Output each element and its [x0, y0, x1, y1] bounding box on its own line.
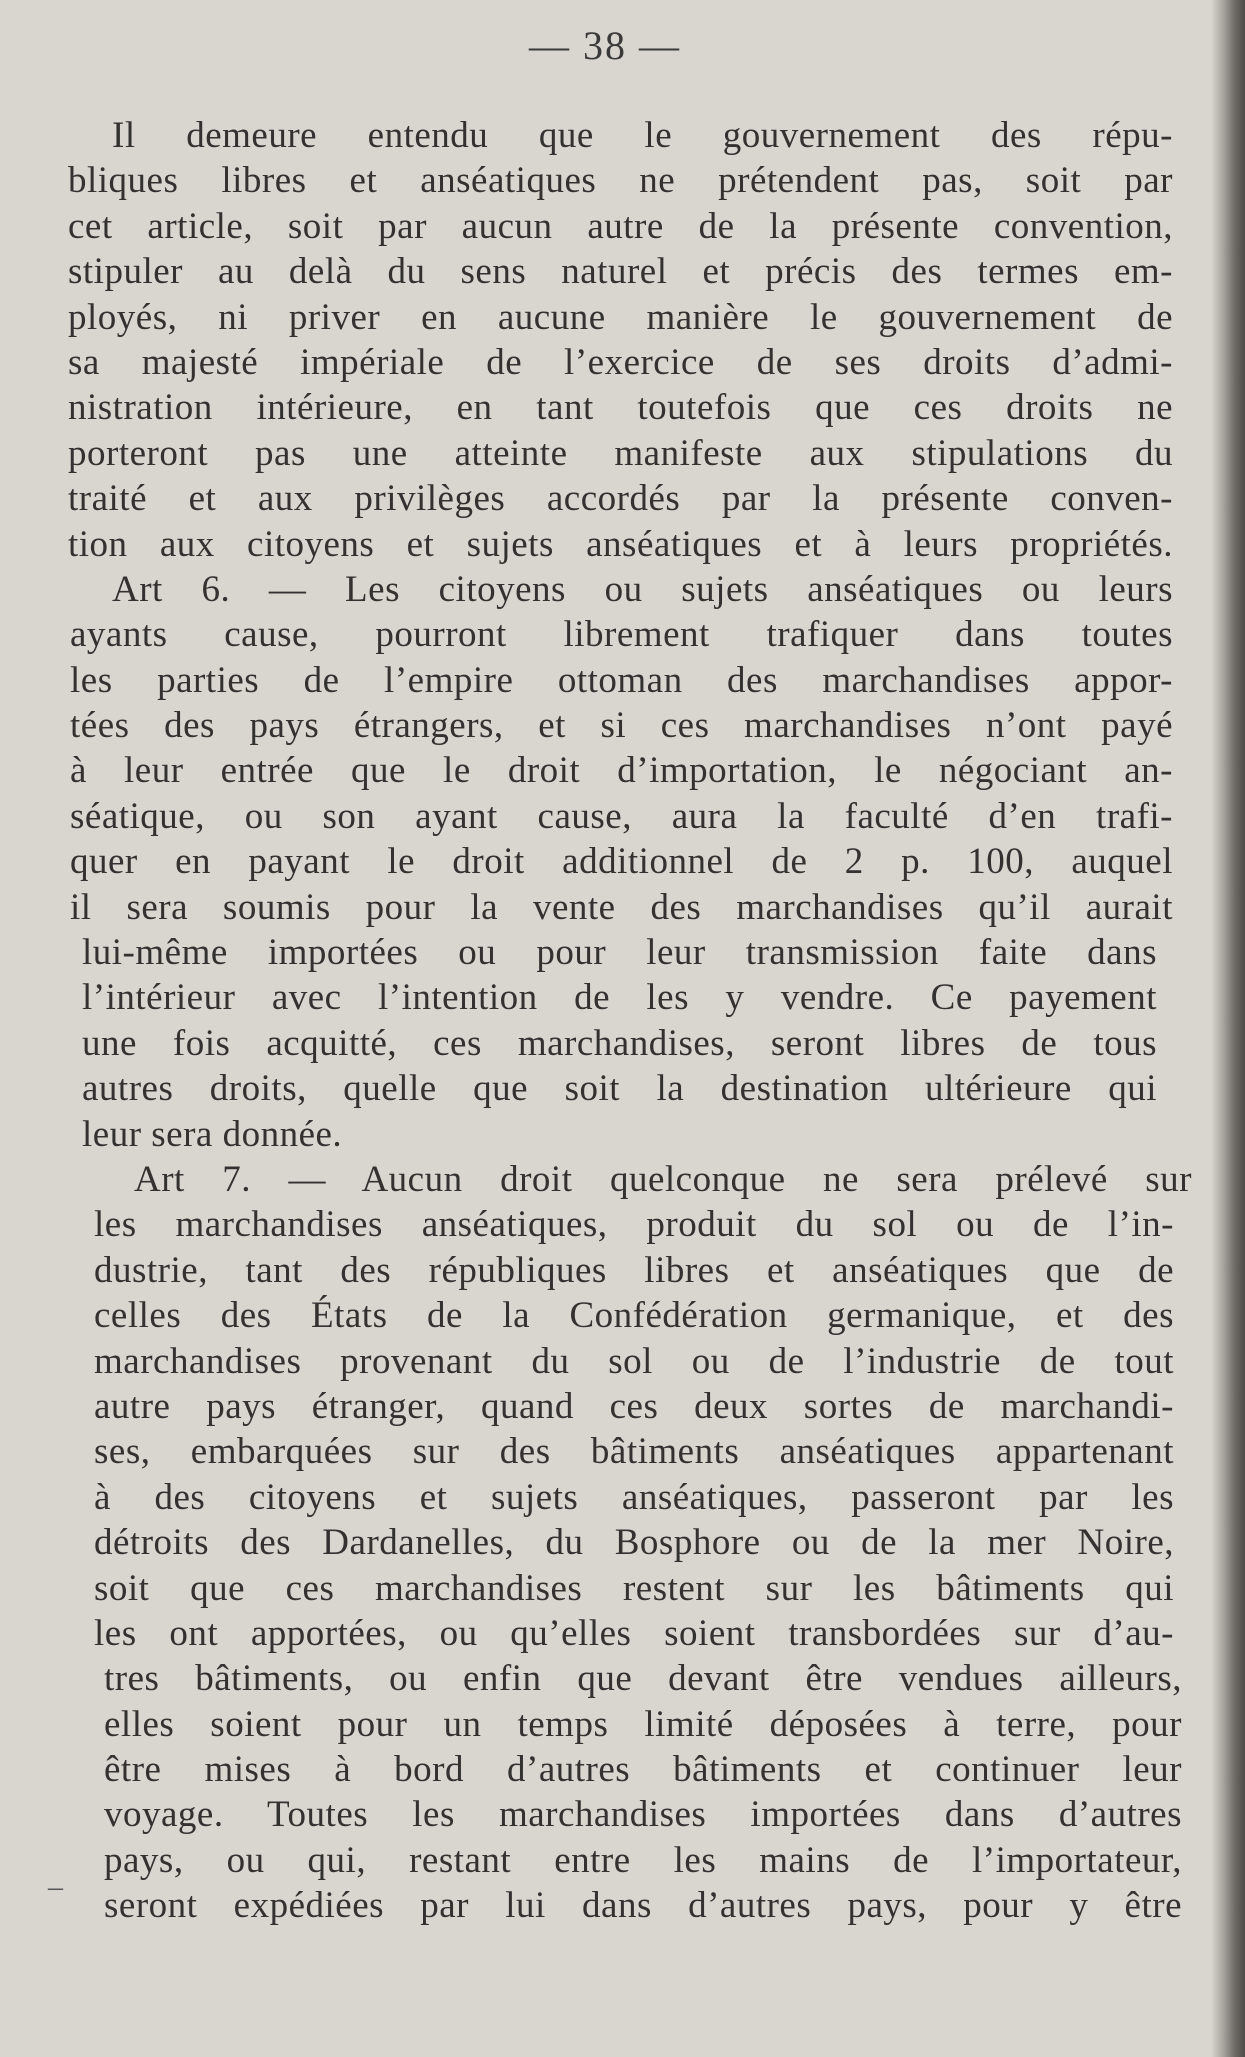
book-gutter-shadow [1211, 0, 1245, 2057]
text-line: bliques libres et anséatiques ne prétendent pas, soit par [68, 160, 1173, 202]
text-line: traité et aux privilèges accordés par la présente conven- [68, 478, 1173, 520]
text-line: porteront pas une atteinte manifeste aux stipulations du [68, 432, 1173, 474]
text-line: marchandises provenant du sol ou de l’industrie de tout [94, 1340, 1174, 1382]
margin-mark: – [48, 1870, 63, 1903]
text-line: ayants cause, pourront librement trafiquer dans toutes [70, 614, 1173, 656]
text-line: les ont apportées, ou qu’elles soient transbordées sur d’au- [94, 1612, 1174, 1654]
page-number: — 38 — [529, 23, 681, 68]
text-line: à des citoyens et sujets anséatiques, passeront par les [94, 1476, 1174, 1518]
body-text [68, 113, 1192, 1929]
text-line: ployés, ni priver en aucune manière le gouvernement de [68, 296, 1173, 338]
text-line: dustrie, tant des républiques libres et anséatiques que de [94, 1249, 1174, 1291]
text-line: quer en payant le droit additionnel de 2 p. 100, auquel [70, 841, 1173, 883]
text-line: leur sera donnée. [82, 1113, 343, 1155]
text-line: il sera soumis pour la vente des marchandises qu’il aurait [70, 886, 1173, 928]
text-line: une fois acquitté, ces marchandises, seront libres de tous [82, 1022, 1157, 1064]
text-line: tées des pays étrangers, et si ces marchandises n’ont payé [70, 705, 1173, 747]
text-line: autres droits, quelle que soit la destination ultérieure qui [82, 1068, 1157, 1110]
text-line: tion aux citoyens et sujets anséatiques et à leurs propriétés. [68, 523, 1173, 565]
text-line: détroits des Dardanelles, du Bosphore ou de la mer Noire, [94, 1522, 1174, 1564]
text-line: elles soient pour un temps limité déposées à terre, pour [104, 1703, 1182, 1745]
text-line: nistration intérieure, en tant toutefois que ces droits ne [68, 387, 1173, 429]
text-line: voyage. Toutes les marchandises importées dans d’autres [104, 1794, 1182, 1836]
text-line: Il demeure entendu que le gouvernement des répu- [112, 115, 1173, 156]
text-line: tres bâtiments, ou enfin que devant être vendues ailleurs, [104, 1658, 1182, 1700]
text-line: soit que ces marchandises restent sur les bâtiments qui [94, 1567, 1174, 1609]
text-line: séatique, ou son ayant cause, aura la faculté d’en trafi- [70, 795, 1173, 837]
text-line: les parties de l’empire ottoman des marchandises appor- [70, 659, 1173, 701]
article-7-heading-line: Art 7. — Aucun droit quelconque ne sera prélevé sur [134, 1158, 1192, 1200]
text-line: autre pays étranger, quand ces deux sortes de marchandi- [94, 1385, 1174, 1427]
text-line: pays, ou qui, restant entre les mains de l’importateur, [104, 1839, 1182, 1881]
text-line: seront expédiées par lui dans d’autres pays, pour y être [104, 1885, 1182, 1927]
text-line: stipuler au delà du sens naturel et précis des termes em- [68, 251, 1173, 293]
text-line: lui-même importées ou pour leur transmission faite dans [82, 932, 1157, 974]
text-line: ses, embarquées sur des bâtiments anséatiques appartenant [94, 1431, 1174, 1473]
text-line: cet article, soit par aucun autre de la présente convention, [68, 205, 1173, 247]
text-line: être mises à bord d’autres bâtiments et continuer leur [104, 1749, 1182, 1791]
article-6-heading-line: Art 6. — Les citoyens ou sujets anséatiques ou leurs [112, 568, 1173, 610]
text-line: celles des États de la Confédération germanique, et des [94, 1295, 1174, 1337]
text-line: sa majesté impériale de l’exercice de ses droits d’admi- [68, 341, 1173, 383]
text-line: les marchandises anséatiques, produit du sol ou de l’in- [94, 1204, 1174, 1246]
text-line: l’intérieur avec l’intention de les y vendre. Ce payement [82, 977, 1157, 1019]
text-line: à leur entrée que le droit d’importation, le négociant an- [70, 750, 1173, 792]
